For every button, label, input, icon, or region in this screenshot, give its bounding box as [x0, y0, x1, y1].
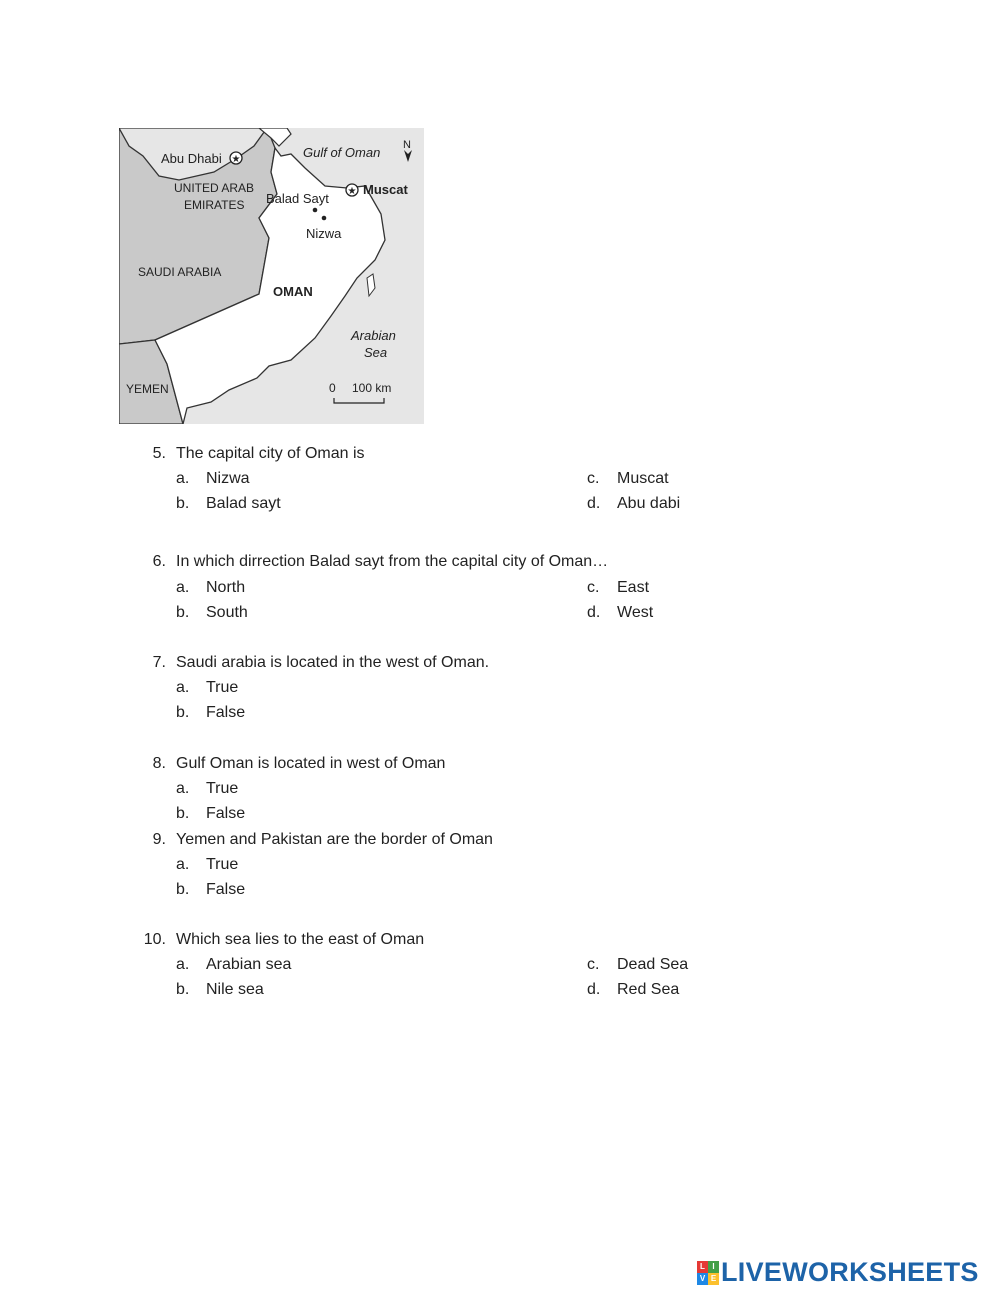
option-b[interactable]: b. False — [176, 881, 246, 898]
oman-map — [119, 128, 424, 424]
question-number: 6. — [152, 553, 166, 570]
option-a[interactable]: a. Arabian sea — [176, 956, 292, 973]
option-b[interactable]: b. False — [176, 805, 246, 822]
question-number: 9. — [152, 831, 166, 848]
option-b[interactable]: b. South — [176, 604, 248, 621]
label-north: N — [403, 139, 411, 151]
option-b[interactable]: b. Nile sea — [176, 981, 264, 998]
label-scale-zero: 0 — [329, 381, 336, 395]
label-scale-km: 100 km — [352, 381, 392, 395]
label-uae-line1: UNITED ARAB — [174, 181, 255, 195]
option-b[interactable]: b. False — [176, 704, 246, 721]
svg-text:★: ★ — [347, 186, 357, 197]
option-d[interactable]: d. Abu dabi — [587, 495, 681, 512]
oman-map-svg — [119, 128, 424, 424]
option-d[interactable]: d. West — [587, 604, 654, 621]
label-oman: OMAN — [273, 284, 313, 299]
label-saudi-arabia: SAUDI ARABIA — [138, 265, 222, 279]
option-a[interactable]: a. North — [176, 579, 246, 596]
question-number: 8. — [152, 755, 166, 772]
option-a[interactable]: a. Nizwa — [176, 470, 250, 487]
question-number: 10. — [143, 931, 166, 948]
question-text: Which sea lies to the east of Oman — [176, 931, 425, 948]
question-text: In which dirrection Balad sayt from the capital city of Oman… — [176, 553, 609, 570]
liveworksheets-icon: L I V E — [697, 1261, 719, 1285]
liveworksheets-logo — [697, 1257, 979, 1288]
balad-sayt-dot — [313, 208, 318, 213]
option-a[interactable]: a. True — [176, 679, 239, 696]
nizwa-dot — [322, 216, 327, 221]
muscat-marker — [346, 184, 358, 197]
option-c[interactable]: c. Dead Sea — [587, 956, 689, 973]
label-arabian: Arabian — [351, 328, 396, 343]
option-d[interactable]: d. Red Sea — [587, 981, 680, 998]
label-balad-sayt: Balad Sayt — [266, 191, 329, 206]
label-abu-dhabi: Abu Dhabi — [161, 151, 222, 166]
label-uae-line2: EMIRATES — [184, 198, 245, 212]
question-number: 7. — [152, 654, 166, 671]
label-sea: Sea — [364, 345, 388, 360]
option-c[interactable]: c. Muscat — [587, 470, 669, 487]
option-a[interactable]: a. True — [176, 780, 239, 797]
brand-text: LIVEWORKSHEETS — [721, 1257, 979, 1287]
question-number: 5. — [152, 445, 166, 462]
label-gulf-of-oman: Gulf of Oman — [303, 145, 381, 160]
abu-dhabi-marker — [230, 152, 242, 165]
question-text: The capital city of Oman is — [176, 445, 365, 462]
option-c[interactable]: c. East — [587, 579, 650, 596]
option-b[interactable]: b. Balad sayt — [176, 495, 281, 512]
label-muscat: Muscat — [363, 182, 408, 197]
label-yemen: YEMEN — [126, 382, 169, 396]
question-text: Saudi arabia is located in the west of Oman. — [176, 654, 490, 671]
question-text: Gulf Oman is located in west of Oman — [176, 755, 446, 772]
label-nizwa: Nizwa — [306, 226, 342, 241]
option-a[interactable]: a. True — [176, 856, 239, 873]
svg-text:★: ★ — [231, 154, 241, 165]
question-text: Yemen and Pakistan are the border of Oman — [176, 831, 493, 848]
